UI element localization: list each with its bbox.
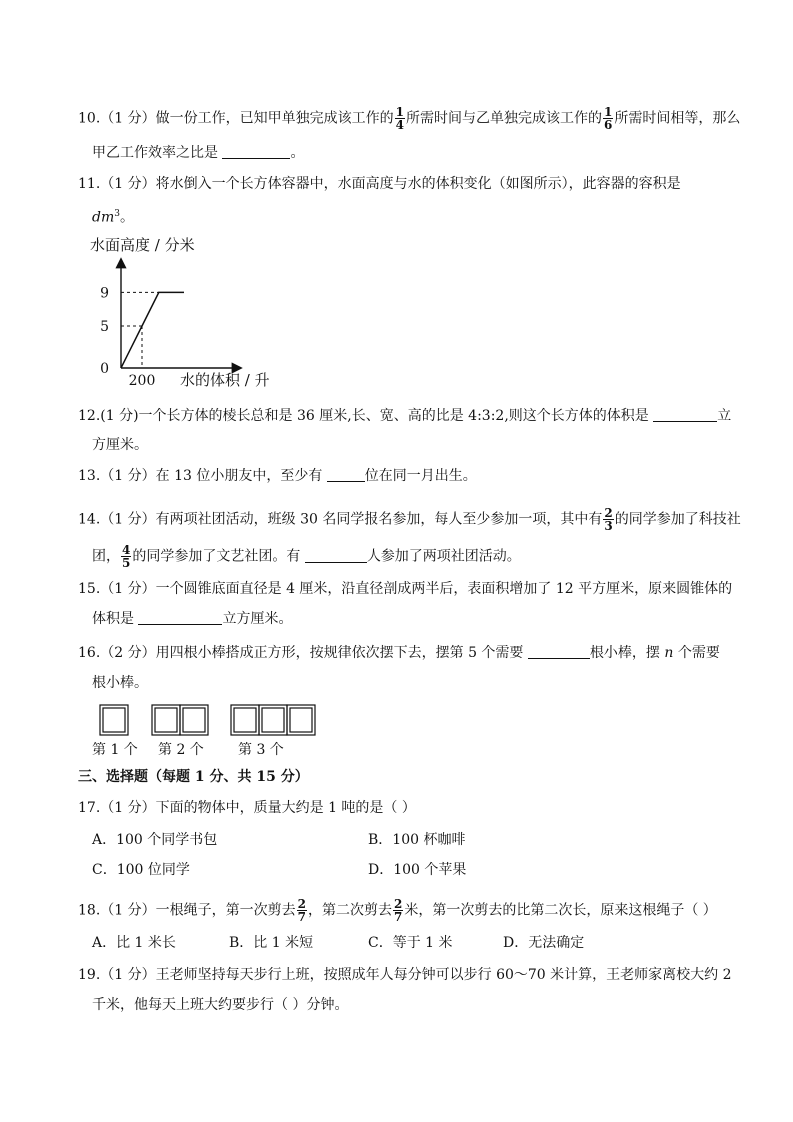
question-number: 10. [78,110,101,127]
y-axis-label: 水面高度 / 分米 [90,236,195,254]
question-text: 。 [290,145,305,161]
question-19-line-2 [92,995,348,1015]
unit: dm [92,209,115,226]
question-text: 的同学参加了科技社 [614,511,741,528]
question-score: （1 分） [100,902,156,919]
fraction [121,544,131,569]
question-12-line-1 [78,406,731,426]
y-tick-label: 9 [100,285,109,302]
question-text: 甲乙工作效率之比是 [92,145,218,161]
question-17 [78,798,416,818]
fraction-denominator: 7 [393,910,403,924]
question-text: 根小棒。 [92,675,148,691]
question-16-line-1 [78,643,720,663]
square-3a-inner [234,708,256,732]
water-level-chart [88,230,298,395]
question-12-line-2 [92,435,148,455]
question-text: 根小棒，摆 [589,645,660,661]
question-text: 所需时间相等，那么 [614,110,741,127]
question-score: （1 分） [100,581,156,597]
fraction-numerator: 1 [395,105,404,119]
fraction-denominator: 3 [604,519,613,533]
question-text: 立方厘米。 [222,611,293,627]
option-b[interactable]: B．比 1 米短 [229,935,314,951]
question-score: （1 分） [100,967,156,983]
question-13 [78,466,477,486]
variable-n: n [664,645,674,661]
option-d[interactable]: D．无法确定 [503,935,585,951]
question-text: ，第二次剪去 [307,902,392,919]
fraction-denominator: 4 [395,118,404,132]
question-number: 11. [78,176,101,192]
question-16-line-2 [92,673,148,693]
question-text: 一个长方体的棱长总和是 36 厘米,长、宽、高的比是 4:3:2,则这个长方体的体积是 [138,408,649,424]
unit-exponent: 3 [114,209,120,219]
question-text: 人参加了两项社团活动。 [366,548,521,565]
question-15-line-1 [78,579,732,599]
series-line [121,292,184,368]
answer-blank[interactable] [528,644,590,659]
question-11-line-2 [92,204,134,228]
square-3b [259,705,287,735]
fraction-numerator: 1 [603,105,613,119]
question-number: 14. [78,511,101,528]
question-number: 19. [78,967,101,983]
y-tick-label: 5 [100,319,109,335]
fraction-denominator: 5 [122,556,131,570]
option-c[interactable]: C．等于 1 米 [368,935,453,951]
question-text: 所需时间与乙单独完成该工作的 [405,110,602,127]
question-19-line-1 [78,965,732,985]
question-text: 千米，他每天上班大约要步行（ ）分钟。 [92,997,349,1013]
fraction-numerator: 2 [604,506,613,520]
question-text: 有两项社团活动，班级 30 名同学报名参加，每人至少参加一项，其中有 [155,511,603,528]
option-c[interactable]: C．100 位同学 [92,862,190,878]
question-text: 下面的物体中，质量大约是 1 吨的是（ ） [155,800,416,816]
question-score: （2 分） [100,645,156,661]
option-a[interactable]: A．比 1 米长 [92,935,176,951]
figure-label-3: 第 3 个 [238,742,284,758]
question-text: 。 [119,209,134,226]
square-3c [287,705,315,735]
question-text: 做一份工作，已知甲单独完成该工作的 [155,110,394,127]
square-2a-inner [155,708,177,732]
square-3c-inner [290,708,312,732]
question-text: 一个圆锥底面直径是 4 厘米，沿直径剖成两半后，表面积增加了 12 平方厘米，原来圆锥体的 [155,581,733,597]
fraction [393,898,403,923]
question-18 [78,898,717,923]
question-score: （1 分） [100,800,156,816]
square-2b-inner [183,708,205,732]
fraction [603,507,613,532]
question-number: 15. [78,581,101,597]
question-number: 18. [78,902,101,919]
square-3a [231,705,259,735]
question-text: 立 [717,408,732,424]
answer-blank[interactable] [222,144,290,159]
option-a[interactable]: A．100 个同学书包 [92,832,218,848]
question-text: 将水倒入一个长方体容器中，水面高度与水的体积变化（如图所示），此容器的容积是 [155,176,681,192]
question-number: 13. [78,468,101,484]
question-number: 17. [78,800,101,816]
question-score: （1 分） [100,468,156,484]
answer-blank[interactable] [305,548,367,563]
square-1-inner [103,708,125,732]
question-text: 方厘米。 [92,437,148,453]
option-d[interactable]: D．100 个苹果 [368,862,467,878]
fraction [603,106,613,131]
matchstick-squares-figure [90,700,330,762]
square-2a [152,705,180,735]
question-text: 米，第一次剪去的比第二次长，原来这根绳子（ ） [404,902,717,919]
question-text: 一根绳子，第一次剪去 [155,902,296,919]
question-score: （1 分） [100,176,156,192]
question-text: 在 13 位小朋友中，至少有 [155,468,323,484]
fraction [395,106,405,131]
question-text: 个需要 [677,645,720,661]
question-14-line-2 [92,544,521,569]
fraction-numerator: 4 [122,543,131,557]
question-number: 16. [78,645,101,661]
question-text: 的同学参加了文艺社团。有 [132,548,301,565]
question-15-line-2 [92,609,292,629]
question-11-line-1 [78,174,681,194]
question-score: (1 分) [100,408,139,424]
figure-label-1: 第 1 个 [92,742,138,758]
question-number: 12. [78,408,101,424]
fraction-numerator: 2 [297,897,306,911]
y-tick-label: 0 [100,361,109,377]
question-score: （1 分） [100,511,156,528]
question-score: （1 分） [100,110,156,127]
question-text: 王老师坚持每天步行上班，按照成年人每分钟可以步行 60～70 米计算，王老师家离校大约 2 [155,967,732,983]
square-1 [100,705,128,735]
question-text: 团， [92,548,120,565]
fraction-denominator: 7 [297,910,306,924]
answer-blank[interactable] [327,467,365,482]
answer-blank[interactable] [653,407,717,422]
x-axis-label: 水的体积 / 升 [180,371,270,389]
question-text: 位在同一月出生。 [364,468,477,484]
section-heading: 三、选择题（每题 1 分、共 15 分） [78,769,309,785]
x-tick-label: 200 [128,373,156,389]
square-2b [180,705,208,735]
answer-blank[interactable] [138,610,222,625]
square-3b-inner [262,708,284,732]
question-10-line-1 [78,106,740,131]
question-14-line-1 [78,507,741,532]
question-text: 用四根小棒搭成正方形，按规律依次摆下去，摆第 5 个需要 [155,645,524,661]
fraction [297,898,307,923]
question-10-line-2 [92,143,304,163]
fraction-denominator: 6 [603,118,613,132]
option-b[interactable]: B．100 杯咖啡 [368,832,466,848]
figure-label-2: 第 2 个 [158,742,204,758]
question-text: 体积是 [92,611,134,627]
fraction-numerator: 2 [393,897,403,911]
